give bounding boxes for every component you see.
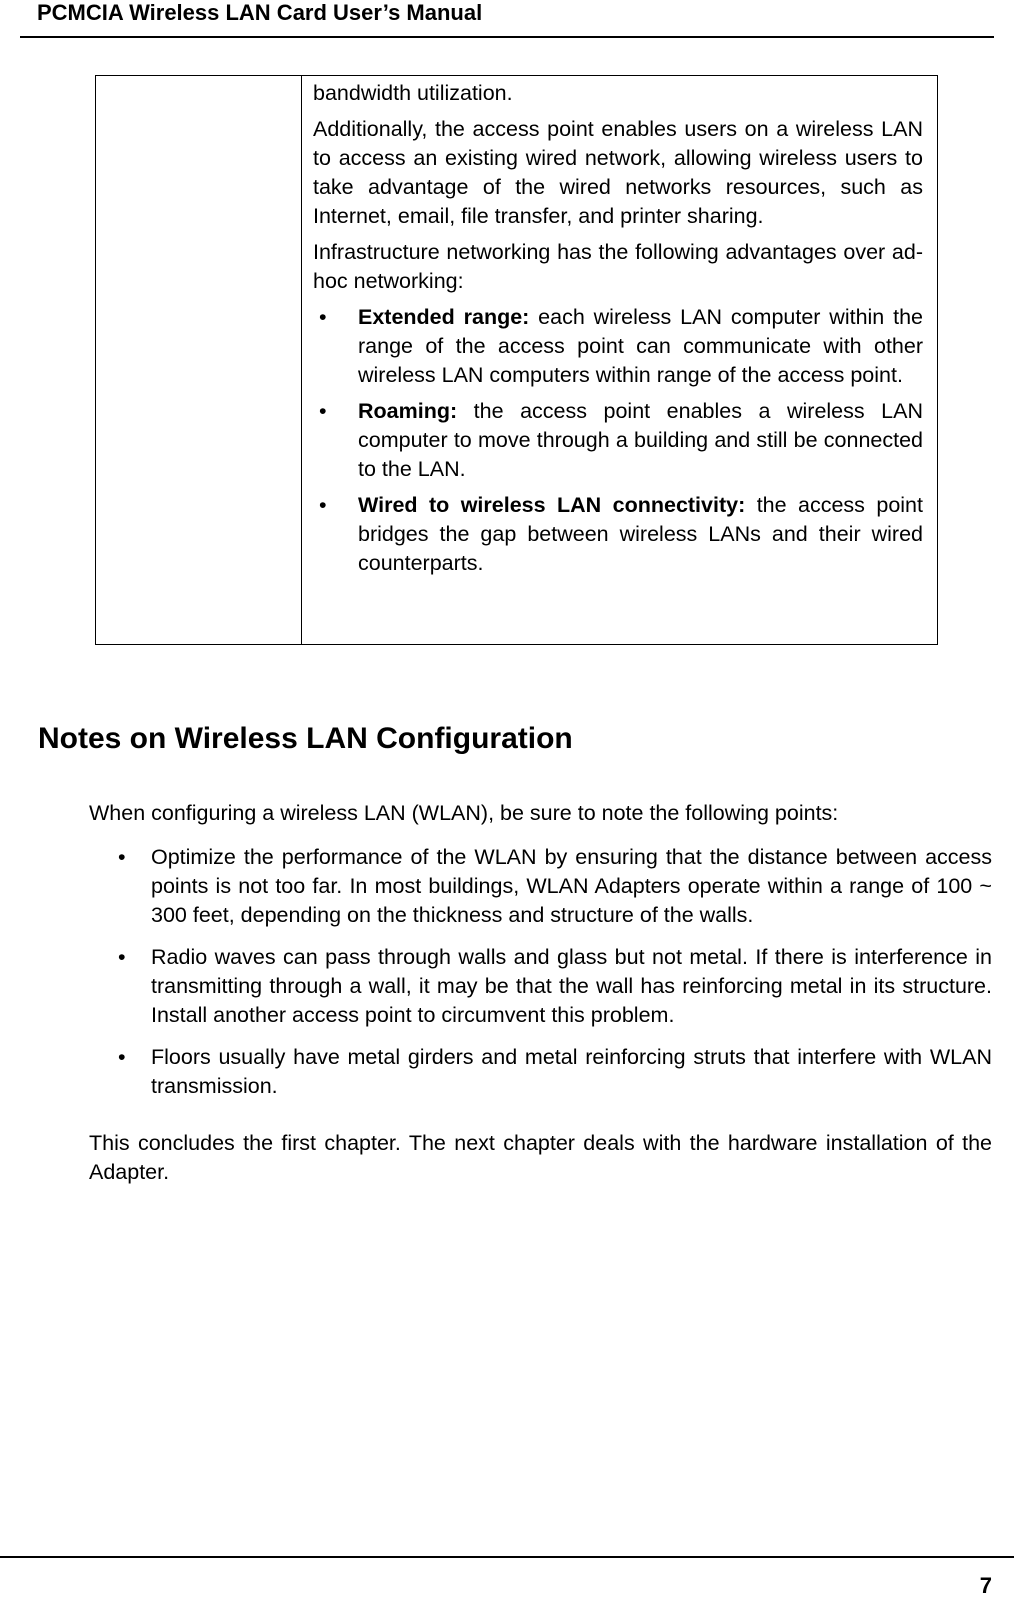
table-paragraph: Additionally, the access point enables users on a wireless LAN to access an existing wired network, allowing wireless users to take advantage of the wired networks resources, such as Internet, email, file transfer, and printer sharing. xyxy=(313,117,923,228)
section-heading: Notes on Wireless LAN Configuration xyxy=(38,722,573,755)
list-item-text: Optimize the performance of the WLAN by ensuring that the distance between access points is not too far. In most buildings, WLAN Adapters operate within a range of 100 ~ 300 feet, depending on the thickness and structure of the walls. xyxy=(151,845,992,927)
bullet-icon: • xyxy=(319,493,327,517)
list-item-term: Roaming: xyxy=(358,399,458,423)
bullet-icon: • xyxy=(118,1045,126,1069)
bullet-icon: • xyxy=(319,399,327,423)
list-item-text: Radio waves can pass through walls and glass but not metal. If there is interference in transmitting through a wall, it may be that the wall has reinforcing metal in its structure. Install another access point to circumvent this problem. xyxy=(151,945,992,1027)
footer-rule xyxy=(0,1556,1014,1558)
info-table xyxy=(95,75,938,645)
advantages-list xyxy=(313,303,923,578)
table-content-cell xyxy=(313,79,923,585)
bullet-icon: • xyxy=(319,305,327,329)
header-rule xyxy=(20,36,994,38)
list-item xyxy=(89,843,992,930)
bullet-icon: • xyxy=(118,945,126,969)
list-item-text: the access point enables a wireless LAN computer to move through a building and still be connected to the LAN. xyxy=(358,399,923,481)
bullet-icon: • xyxy=(118,845,126,869)
table-paragraph: bandwidth utilization. xyxy=(313,81,513,105)
list-item-term: Extended range: xyxy=(358,305,530,329)
page-number: 7 xyxy=(979,1573,992,1598)
list-item xyxy=(313,397,923,484)
list-item-term: Wired to wireless LAN connectivity: xyxy=(358,493,746,517)
list-item xyxy=(313,303,923,390)
table-paragraph: Infrastructure networking has the following advantages over ad-hoc networking: xyxy=(313,240,923,293)
document-header-title: PCMCIA Wireless LAN Card User’s Manual xyxy=(37,0,483,25)
list-item xyxy=(89,1043,992,1101)
list-item-text: the access point bridges the gap between wireless LANs and their wired counterparts. xyxy=(358,493,923,575)
table-column-divider xyxy=(301,76,302,644)
list-item xyxy=(313,491,923,578)
section-body xyxy=(89,799,992,1187)
list-item-text: each wireless LAN computer within the range of the access point can communicate with other wireless LAN computers within range of the access point. xyxy=(358,305,923,387)
section-intro: When configuring a wireless LAN (WLAN), be sure to note the following points: xyxy=(89,801,839,825)
configuration-notes-list xyxy=(89,843,992,1101)
section-conclusion: This concludes the first chapter. The next chapter deals with the hardware installation of the Adapter. xyxy=(89,1131,992,1184)
list-item xyxy=(89,943,992,1030)
list-item-text: Floors usually have metal girders and metal reinforcing struts that interfere with WLAN transmission. xyxy=(151,1045,992,1098)
